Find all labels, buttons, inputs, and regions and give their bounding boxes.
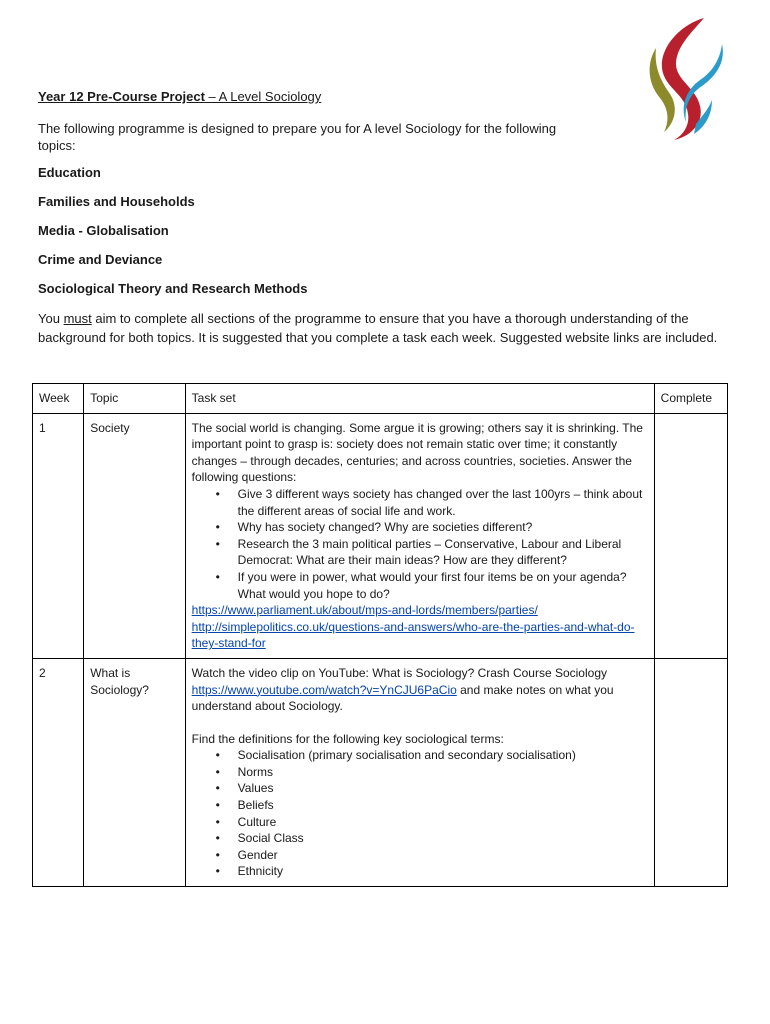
task-questions: [192, 486, 648, 602]
parliament-link[interactable]: https://www.parliament.uk/about/mps-and-lords/members/parties/: [191, 603, 538, 618]
youtube-link[interactable]: https://www.youtube.com/watch?v=YnCJU6PaCio: [191, 682, 457, 697]
header-task: Task set: [185, 384, 654, 414]
list-item: • Gender: [238, 847, 648, 864]
list-item: • Values: [238, 780, 648, 797]
topic-heading: Crime and Deviance: [38, 252, 163, 267]
list-item: • Give 3 different ways society has changed over the last 100yrs – think about the different areas of social life and work.: [238, 486, 648, 519]
instruction-after: aim to complete all sections of the programme to ensure that you have a thorough understanding of the background for both topics. It is suggested that you complete a task each week. Suggested website links are included.: [38, 311, 718, 345]
instruction-before: You: [38, 311, 64, 326]
list-item: • Norms: [238, 764, 648, 781]
table-row: [33, 658, 728, 886]
list-item: • Social Class: [238, 830, 648, 847]
cell-task: [185, 413, 654, 658]
list-item: • Why has society changed? Why are societies different?: [238, 519, 648, 536]
cell-complete[interactable]: [654, 658, 727, 886]
cell-week: 2: [33, 658, 84, 886]
page-title: [38, 88, 728, 106]
cell-week: 1: [33, 413, 84, 658]
intro-text: The following programme is designed to prepare you for A level Sociology for the following topics:: [38, 121, 557, 153]
cell-topic: Society: [84, 413, 185, 658]
task-intro: The social world is changing. Some argue it is growing; others say it is shrinking. The important point to grasp is: society does not remain static over time; it constantly changes – through decades, centuries; and across countries, societies. Answer the following questions:: [191, 420, 643, 485]
definition-terms: [192, 747, 648, 880]
task-table: [32, 383, 728, 887]
task-intro: [192, 665, 648, 715]
header-topic: Topic: [84, 384, 185, 414]
list-item: • Research the 3 main political parties – Conservative, Labour and Liberal Democrat: What are their main ideas? How are they different?: [238, 536, 648, 569]
spacer: [192, 715, 648, 731]
task-intro-before: Watch the video clip on YouTube: What is Sociology? Crash Course Sociology: [191, 665, 607, 680]
definitions-intro: Find the definitions for the following key sociological terms:: [191, 731, 504, 746]
header-week: Week: [33, 384, 84, 414]
list-item: • Culture: [238, 814, 648, 831]
list-item: • Socialisation (primary socialisation and secondary socialisation): [238, 747, 648, 764]
instruction-text: [38, 309, 728, 347]
simplepolitics-link[interactable]: http://simplepolitics.co.uk/questions-and-answers/who-are-the-parties-and-what-do-they-stand-for: [191, 619, 635, 651]
cell-task: [185, 658, 654, 886]
topic-heading: Education: [38, 165, 101, 180]
cell-topic: What is Sociology?: [84, 658, 185, 886]
list-item: • Ethnicity: [238, 863, 648, 880]
title-main: Year 12 Pre-Course Project: [38, 89, 205, 104]
cell-complete[interactable]: [654, 413, 727, 658]
title-subject: – A Level Sociology: [204, 89, 322, 104]
table-header-row: [33, 384, 728, 414]
topic-heading: Sociological Theory and Research Methods: [38, 281, 308, 296]
topic-heading: Families and Households: [38, 194, 195, 209]
document-body: [38, 88, 728, 347]
task-intro-after: and make notes on what you understand about Sociology.: [191, 682, 614, 714]
list-item: • Beliefs: [238, 797, 648, 814]
table-row: [33, 413, 728, 658]
header-complete: Complete: [654, 384, 727, 414]
instruction-must: must: [63, 311, 92, 326]
topic-heading: Media - Globalisation: [38, 223, 169, 238]
list-item: • If you were in power, what would your first four items be on your agenda? What would you hope to do?: [238, 569, 648, 602]
